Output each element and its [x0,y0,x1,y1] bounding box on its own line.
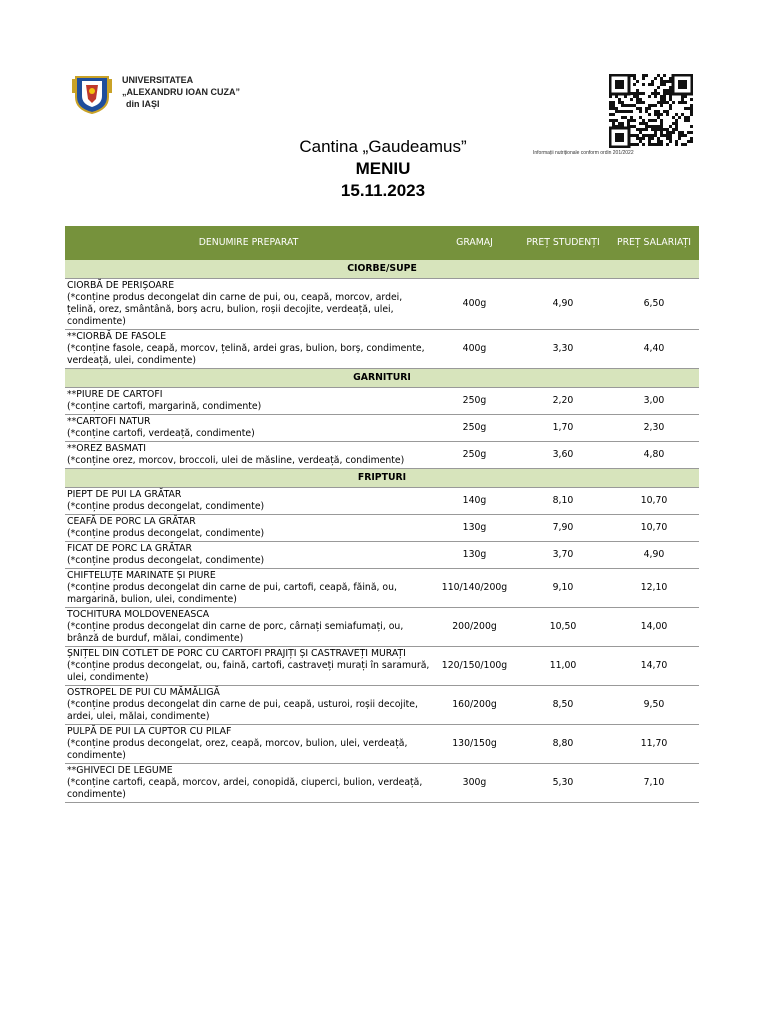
dish-cell [65,388,432,415]
col-header-price-students: PREȚ STUDENȚI [517,226,609,260]
price-staff: 10,70 [609,488,699,515]
dish-name: ȘNIȚEL DIN COTLET DE PORC CU CARTOFI PRAJIȚI ȘI CASTRAVEȚI MURAȚI [67,648,406,659]
dish-cell [65,415,432,442]
dish-name: **OREZ BASMATI [67,443,146,454]
university-name [122,74,240,110]
dish-cell [65,542,432,569]
dish-name: TOCHITURA MOLDOVENEASCA [67,609,210,620]
col-header-name: DENUMIRE PREPARAT [65,226,432,260]
table-row [65,764,699,803]
dish-weight: 130/150g [432,725,517,764]
dish-ingredients: (*conține produs decongelat, condimente) [67,528,265,539]
dish-ingredients: (*conține produs decongelat din carne de pui, ceapă, usturoi, roșii decojite, ardei, ulei, mălai, condimente) [67,699,418,722]
dish-weight: 250g [432,415,517,442]
dish-ingredients: (*conține produs decongelat din carne de pui, ou, ceapă, morcov, ardei, țelină, orez, smântână, borș acru, bulion, roșii decojite, verdeață, ulei, condimente) [67,292,403,327]
price-staff: 10,70 [609,515,699,542]
price-students: 8,80 [517,725,609,764]
dish-ingredients: (*conține orez, morcov, broccoli, ulei de măsline, verdeață, condimente) [67,455,405,466]
dish-cell [65,686,432,725]
table-row [65,608,699,647]
dish-cell [65,569,432,608]
dish-name: FICAT DE PORC LA GRĂTAR [67,543,192,554]
table-row [65,647,699,686]
section-title: FRIPTURI [65,469,699,488]
dish-cell [65,330,432,369]
price-staff: 11,70 [609,725,699,764]
page-title [283,136,483,202]
dish-name: PULPĂ DE PUI LA CUPTOR CU PILAF [67,726,232,737]
price-students: 1,70 [517,415,609,442]
menu-heading: MENIU [355,159,411,178]
dish-cell [65,725,432,764]
dish-ingredients: (*conține cartofi, margarină, condimente) [67,401,262,412]
dish-weight: 140g [432,488,517,515]
university-line: „ALEXANDRU IOAN CUZA” [122,87,240,97]
dish-weight: 160/200g [432,686,517,725]
dish-name: **PIURE DE CARTOFI [67,389,163,400]
price-students: 9,10 [517,569,609,608]
dish-weight: 300g [432,764,517,803]
dish-ingredients: (*conține cartofi, verdeață, condimente) [67,428,255,439]
dish-name: OSTROPEL DE PUI CU MĂMĂLIGĂ [67,687,220,698]
price-students: 4,90 [517,279,609,330]
table-row [65,330,699,369]
menu-date: 15.11.2023 [340,181,426,200]
table-row [65,515,699,542]
price-students: 8,10 [517,488,609,515]
table-row [65,686,699,725]
dish-ingredients: (*conține produs decongelat, orez, ceapă, morcov, bulion, ulei, verdeață, condimente) [67,738,408,761]
price-staff: 4,40 [609,330,699,369]
table-row [65,415,699,442]
dish-cell [65,647,432,686]
dish-name: CEAFĂ DE PORC LA GRĂTAR [67,516,196,527]
col-header-price-staff: PREȚ SALARIAȚI [609,226,699,260]
dish-cell [65,515,432,542]
table-row [65,442,699,469]
dish-name: PIEPT DE PUI LA GRĂTAR [67,489,182,500]
university-line: UNIVERSITATEA [122,75,194,85]
dish-name: **CARTOFI NATUR [67,416,151,427]
price-students: 11,00 [517,647,609,686]
price-staff: 6,50 [609,279,699,330]
price-staff: 4,90 [609,542,699,569]
dish-weight: 250g [432,442,517,469]
table-row [65,279,699,330]
table-row [65,542,699,569]
dish-cell [65,488,432,515]
price-students: 3,30 [517,330,609,369]
dish-ingredients: (*conține fasole, ceapă, morcov, țelină, ardei gras, bulion, borș, condimente, verdeață, ulei, condimente) [67,343,425,366]
canteen-name: Cantina „Gaudeamus” [299,137,467,156]
table-row [65,569,699,608]
dish-name: CIORBĂ DE PERIȘOARE [67,280,175,291]
dish-ingredients: (*conține produs decongelat, ou, faină, cartofi, castraveți murați în saramură, ulei, condimente) [67,660,430,683]
university-line: din IAȘI [126,99,160,109]
menu-table [65,226,699,803]
price-students: 10,50 [517,608,609,647]
price-students: 3,60 [517,442,609,469]
dish-weight: 110/140/200g [432,569,517,608]
table-row [65,488,699,515]
price-staff: 14,70 [609,647,699,686]
dish-cell [65,442,432,469]
section-row [65,469,699,488]
dish-name: **CIORBĂ DE FASOLE [67,331,167,342]
col-header-weight: GRAMAJ [432,226,517,260]
dish-weight: 250g [432,388,517,415]
price-staff: 9,50 [609,686,699,725]
section-row [65,260,699,279]
table-row [65,725,699,764]
dish-name: CHIFTELUȚE MARINATE ȘI PIURE [67,570,216,581]
price-students: 2,20 [517,388,609,415]
dish-cell [65,608,432,647]
price-students: 8,50 [517,686,609,725]
dish-ingredients: (*conține cartofi, ceapă, morcov, ardei, conopidă, ciuperci, bulion, verdeață, condimente) [67,777,423,800]
price-staff: 12,10 [609,569,699,608]
university-crest-logo [70,71,114,115]
price-staff: 7,10 [609,764,699,803]
qr-code[interactable] [609,74,693,148]
section-row [65,369,699,388]
dish-ingredients: (*conține produs decongelat, condimente) [67,555,265,566]
dish-weight: 120/150/100g [432,647,517,686]
dish-ingredients: (*conține produs decongelat, condimente) [67,501,265,512]
dish-weight: 400g [432,279,517,330]
price-students: 3,70 [517,542,609,569]
dish-cell [65,279,432,330]
dish-ingredients: (*conține produs decongelat din carne de porc, cârnați semiafumați, ou, brânză de burduf, mălai, condimente) [67,621,404,644]
section-title: GARNITURI [65,369,699,388]
price-staff: 3,00 [609,388,699,415]
price-students: 7,90 [517,515,609,542]
nutrition-info-note: Informații nutriționale conform ordin 201/2022 [533,150,634,156]
price-staff: 4,80 [609,442,699,469]
price-staff: 2,30 [609,415,699,442]
section-title: CIORBE/SUPE [65,260,699,279]
price-staff: 14,00 [609,608,699,647]
dish-weight: 200/200g [432,608,517,647]
dish-cell [65,764,432,803]
table-header-row [65,226,699,260]
dish-weight: 130g [432,515,517,542]
dish-name: **GHIVECI DE LEGUME [67,765,173,776]
table-row [65,388,699,415]
dish-weight: 400g [432,330,517,369]
price-students: 5,30 [517,764,609,803]
dish-ingredients: (*conține produs decongelat din carne de pui, cartofi, ceapă, făină, ou, margarină, bulion, ulei, condimente) [67,582,397,605]
dish-weight: 130g [432,542,517,569]
